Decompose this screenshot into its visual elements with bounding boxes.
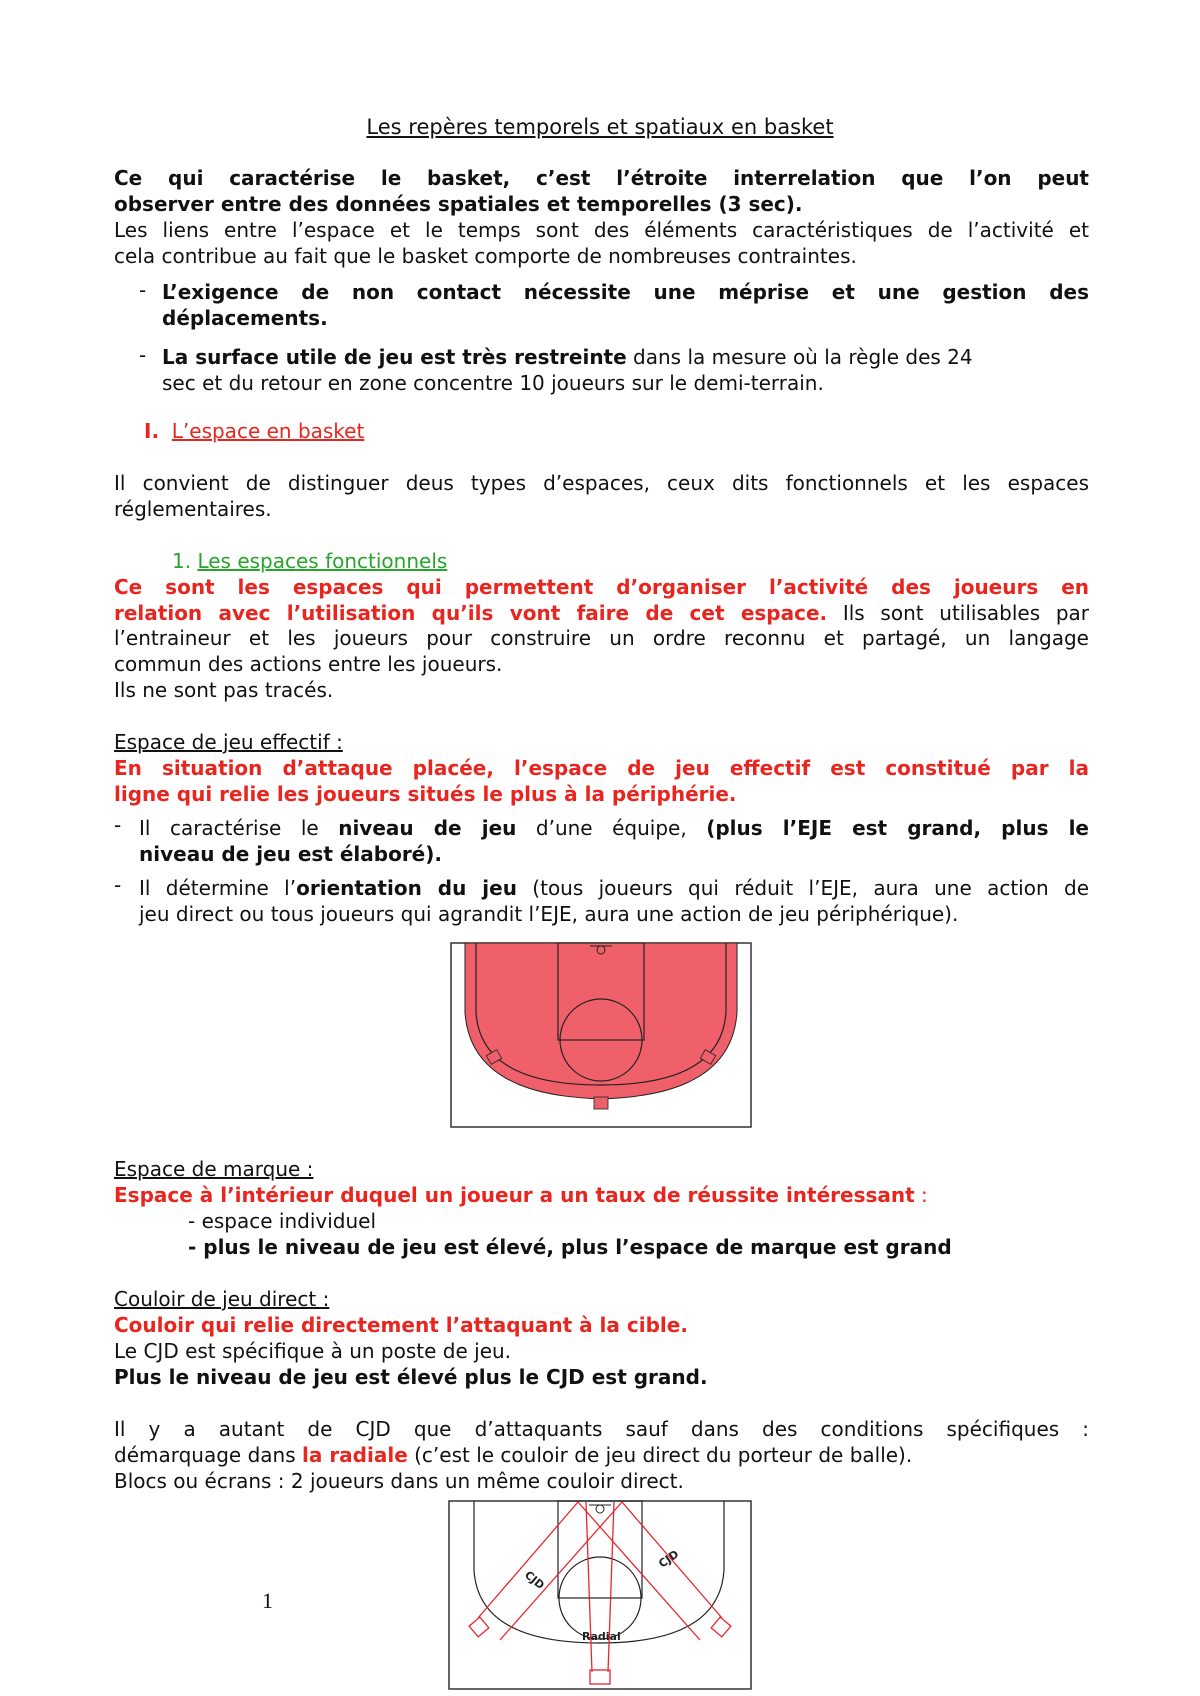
page-title: Les repères temporels et spatiaux en basket: [366, 115, 834, 139]
eje-red-line-2: ligne qui relie les joueurs situés le plus à la périphérie.: [114, 782, 737, 806]
eje-item-2-line-2: jeu direct ou tous joueurs qui agrandit l’EJE, aura une action de jeu périphérique).: [139, 902, 959, 926]
dash-bullet: -: [114, 873, 122, 897]
cjd-left-label: CJD: [522, 1568, 547, 1592]
bullet-2-line-1: La surface utile de jeu est très restreinte dans la mesure où la règle des 24: [162, 345, 973, 369]
cjd-para-line-3: Blocs ou écrans : 2 joueurs dans un même couloir direct.: [114, 1469, 684, 1493]
sub1-line-3: l’entraineur et les joueurs pour construire un ordre reconnu et partagé, un langage: [114, 626, 1089, 650]
sub1-line-2: relation avec l’utilisation qu’ils vont faire de cet espace. Ils sont utilisables par: [114, 601, 1089, 625]
cjd-right-label: CJD: [656, 1547, 682, 1571]
intro-bold-line-1: Ce qui caractérise le basket, c’est l’étroite interrelation que l’on peut: [114, 166, 1089, 190]
marque-definition: Espace à l’intérieur duquel un joueur a un taux de réussite intéressant :: [114, 1183, 928, 1207]
effective-space-court-diagram: [450, 942, 752, 1128]
dash-bullet: -: [139, 278, 147, 302]
marque-item-2: - plus le niveau de jeu est élevé, plus l’espace de marque est grand: [188, 1235, 952, 1259]
eje-item-1-line-1: Il caractérise le niveau de jeu d’une équipe, (plus l’EJE est grand, plus le: [139, 816, 1089, 840]
eje-red-line-1: En situation d’attaque placée, l’espace de jeu effectif est constitué par la: [114, 756, 1089, 780]
subsection-1-heading: 1. Les espaces fonctionnels: [172, 549, 448, 573]
sub1-line-5: Ils ne sont pas tracés.: [114, 678, 334, 702]
cjd-heading: Couloir de jeu direct :: [114, 1287, 330, 1311]
section-1-para-line-1: Il convient de distinguer deus types d’espaces, ceux dits fonctionnels et les espaces: [114, 471, 1089, 495]
eje-item-2-line-1: Il détermine l’orientation du jeu (tous joueurs qui réduit l’EJE, aura une action de: [139, 876, 1089, 900]
cjd-definition: Couloir qui relie directement l’attaquant à la cible.: [114, 1313, 688, 1337]
cjd-bold-line: Plus le niveau de jeu est élevé plus le CJD est grand.: [114, 1365, 708, 1389]
section-1-heading: I. L’espace en basket: [144, 419, 365, 443]
cjd-para-line-2: démarquage dans la radiale (c’est le couloir de jeu direct du porteur de balle).: [114, 1443, 913, 1467]
bullet-1-line-2: déplacements.: [162, 306, 328, 330]
cjd-para-line-1: Il y a autant de CJD que d’attaquants sauf dans des conditions spécifiques :: [114, 1417, 1089, 1441]
page-number: 1: [262, 1588, 273, 1613]
sub1-red-line-1: Ce sont les espaces qui permettent d’organiser l’activité des joueurs en: [114, 575, 1089, 599]
bullet-2-line-2: sec et du retour en zone concentre 10 joueurs sur le demi-terrain.: [162, 371, 824, 395]
intro-bold-line-2: observer entre des données spatiales et temporelles (3 sec).: [114, 192, 803, 216]
direct-corridor-court-diagram: [448, 1500, 752, 1690]
radial-label: Radial: [582, 1630, 621, 1643]
eje-heading: Espace de jeu effectif :: [114, 730, 343, 754]
eje-item-1-line-2: niveau de jeu est élaboré).: [139, 842, 442, 866]
intro-line-4: cela contribue au fait que le basket comporte de nombreuses contraintes.: [114, 244, 857, 268]
effective-space-zone: [465, 943, 737, 1099]
sub1-line-4: commun des actions entre les joueurs.: [114, 652, 503, 676]
intro-line-3: Les liens entre l’espace et le temps sont des éléments caractéristiques de l’activité et: [114, 218, 1089, 242]
dash-bullet: -: [114, 813, 122, 837]
marque-heading: Espace de marque :: [114, 1157, 314, 1181]
section-1-para-line-2: réglementaires.: [114, 497, 272, 521]
zone-notch: [594, 1097, 608, 1109]
cjd-line-2: Le CJD est spécifique à un poste de jeu.: [114, 1339, 512, 1363]
court-outline: [449, 1501, 751, 1689]
bullet-1-line-1: L’exigence de non contact nécessite une méprise et une gestion des: [162, 280, 1089, 304]
dash-bullet: -: [139, 343, 147, 367]
marque-item-1: - espace individuel: [188, 1209, 377, 1233]
